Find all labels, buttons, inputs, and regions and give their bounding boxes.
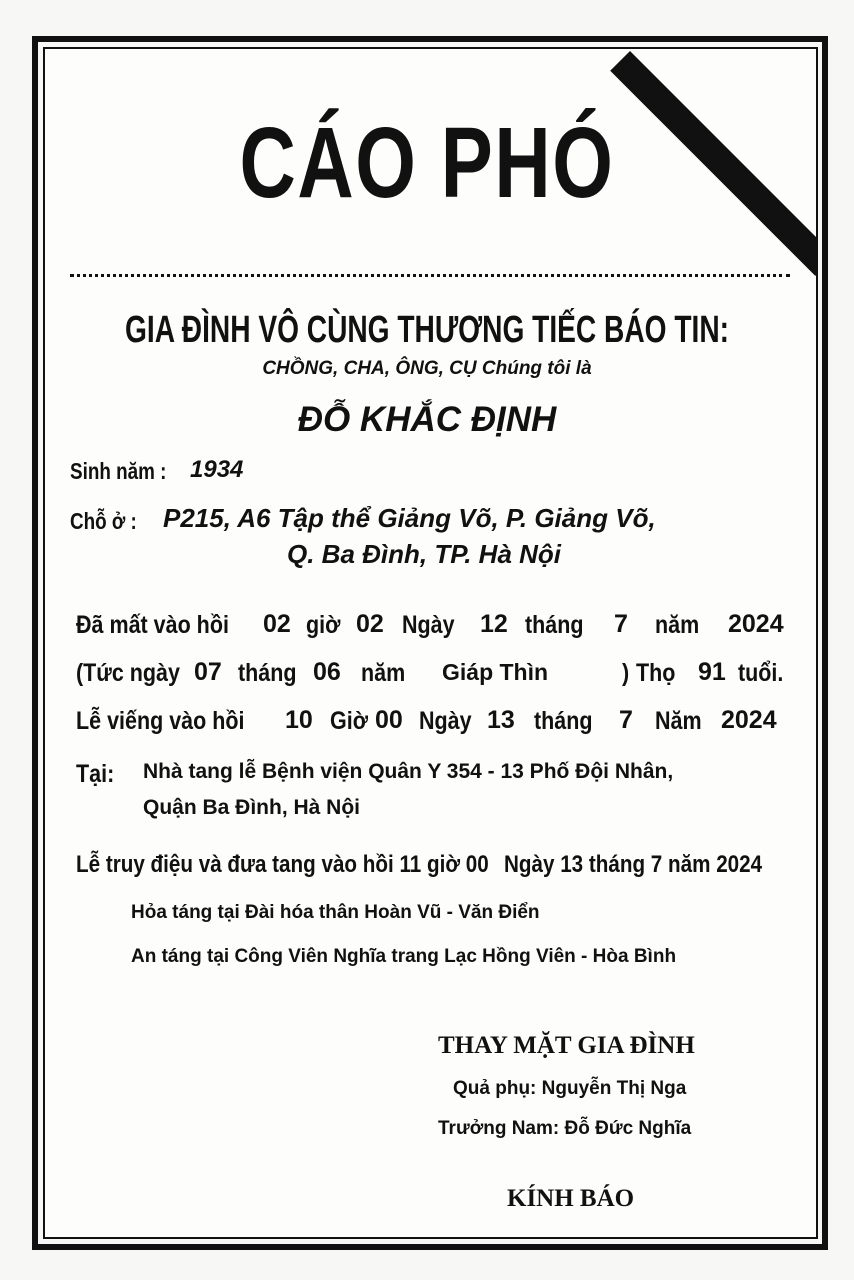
visitation-day-label: Ngày xyxy=(419,707,472,735)
funeral-date: Ngày 13 tháng 7 năm 2024 xyxy=(504,851,763,878)
death-minute: 02 xyxy=(356,610,384,638)
funeral-time: Lễ truy điệu và đưa tang vào hồi 11 giờ 00 xyxy=(76,851,489,878)
announcement-heading: GIA ĐÌNH VÔ CÙNG THƯƠNG TIẾC BÁO TIN: xyxy=(125,309,729,351)
residence-line-2: Q. Ba Đình, TP. Hà Nội xyxy=(287,539,562,569)
visitation-hour-unit: Giờ xyxy=(330,707,368,735)
cremation-line: Hỏa táng tại Đài hóa thân Hoàn Vũ - Văn Điển xyxy=(131,902,540,923)
visitation-year-label: Năm xyxy=(655,707,702,735)
age-value: 91 xyxy=(698,658,726,686)
visitation-prefix: Lễ viếng vào hồi xyxy=(76,707,245,735)
death-month: 7 xyxy=(614,610,628,638)
birth-year: 1934 xyxy=(190,456,244,483)
visitation-year: 2024 xyxy=(721,706,777,734)
dotted-divider xyxy=(70,274,790,277)
eldest-son-line: Trưởng Nam: Đỗ Đức Nghĩa xyxy=(438,1118,692,1139)
death-hour-unit: giờ xyxy=(306,611,341,639)
death-day-label: Ngày xyxy=(402,611,455,639)
death-prefix: Đã mất vào hồi xyxy=(76,611,229,639)
mourning-band-area xyxy=(45,49,816,1237)
age-label: Thọ xyxy=(636,659,676,687)
lunar-close: ) xyxy=(622,659,630,687)
residence-line-1: P215, A6 Tập thể Giảng Võ, P. Giảng Võ, xyxy=(163,503,656,533)
signature-heading: THAY MẶT GIA ĐÌNH xyxy=(438,1032,695,1059)
widow-line: Quả phụ: Nguyễn Thị Nga xyxy=(453,1078,687,1099)
age-unit: tuổi. xyxy=(738,659,784,687)
lunar-month: 06 xyxy=(313,658,341,686)
burial-line: An táng tại Công Viên Nghĩa trang Lạc Hồng Viên - Hòa Bình xyxy=(131,946,677,967)
location-line-1: Nhà tang lễ Bệnh viện Quân Y 354 - 13 Phố Đội Nhân, xyxy=(143,760,674,783)
lunar-prefix: (Tức ngày xyxy=(76,659,180,687)
relation-line: CHỒNG, CHA, ÔNG, CỤ Chúng tôi là xyxy=(262,358,592,379)
lunar-month-label: tháng xyxy=(238,659,297,687)
death-day: 12 xyxy=(480,610,508,638)
birth-label: Sinh năm : xyxy=(70,458,167,484)
lunar-year: Giáp Thìn xyxy=(442,659,549,685)
closing-text: KÍNH BÁO xyxy=(507,1185,635,1212)
visitation-month-label: tháng xyxy=(534,707,593,735)
deceased-name: ĐỖ KHẮC ĐỊNH xyxy=(297,400,557,439)
lunar-year-label: năm xyxy=(361,659,406,687)
location-label: Tại: xyxy=(76,760,115,788)
residence-label: Chỗ ở : xyxy=(70,508,137,534)
death-hour: 02 xyxy=(263,610,291,638)
death-month-label: tháng xyxy=(525,611,584,639)
visitation-hour: 10 xyxy=(285,706,313,734)
visitation-month: 7 xyxy=(619,706,633,734)
lunar-day: 07 xyxy=(194,658,222,686)
page-title: CÁO PHÓ xyxy=(239,107,615,219)
visitation-minute: 00 xyxy=(375,706,403,734)
death-year-label: năm xyxy=(655,611,700,639)
visitation-day: 13 xyxy=(487,706,515,734)
death-year: 2024 xyxy=(728,610,784,638)
location-line-2: Quận Ba Đình, Hà Nội xyxy=(143,796,361,819)
